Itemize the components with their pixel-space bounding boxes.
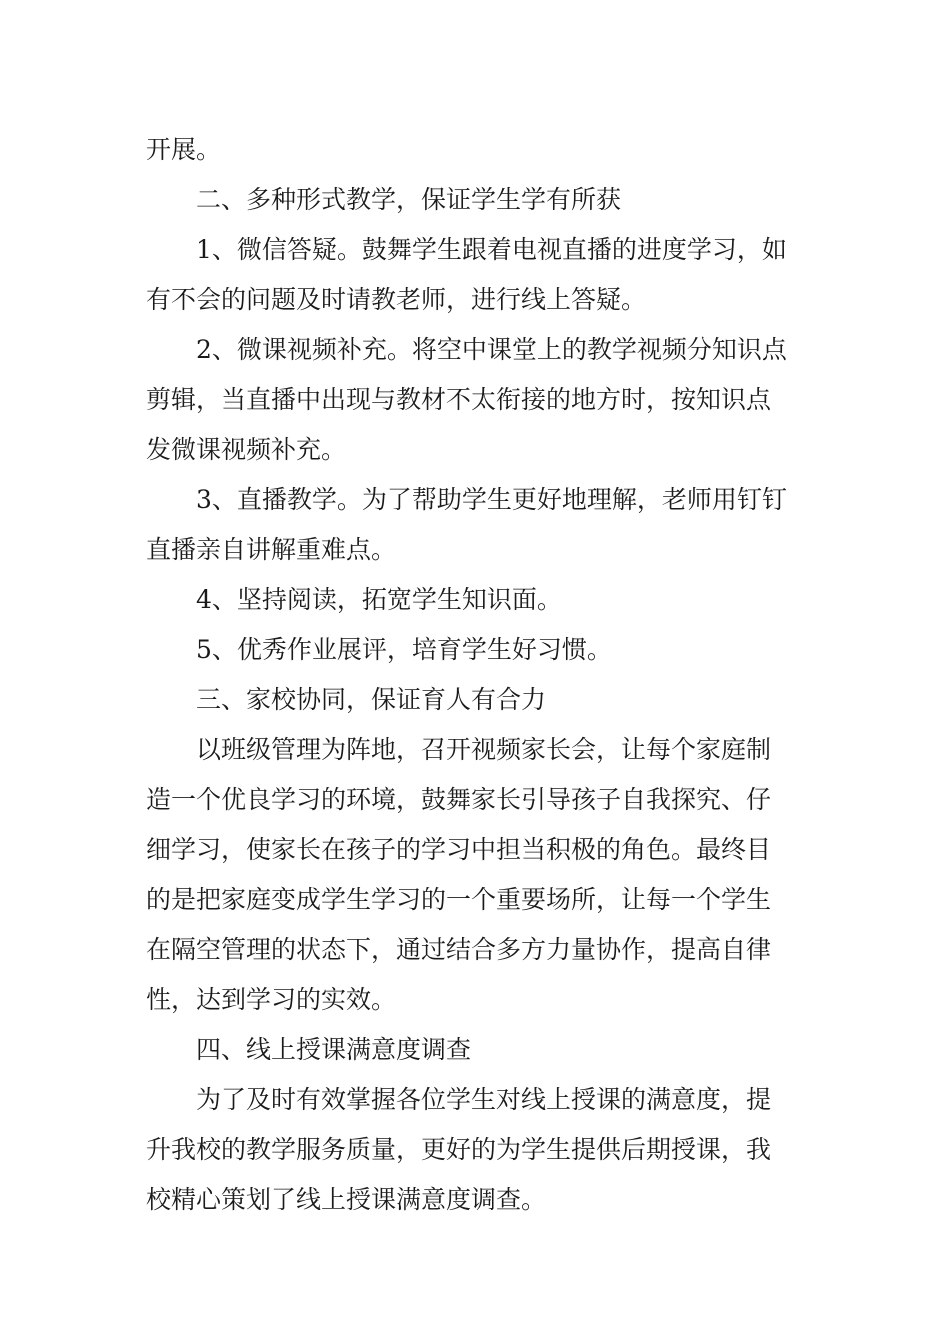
text-line: 为了及时有效掌握各位学生对线上授课的满意度，提 xyxy=(196,1085,772,1114)
text-line: 性，达到学习的实效。 xyxy=(146,985,397,1014)
text-line: 校精心策划了线上授课满意度调查。 xyxy=(146,1185,547,1214)
section-heading: 四、线上授课满意度调查 xyxy=(196,1035,472,1064)
text-line: 直播亲自讲解重难点。 xyxy=(146,535,397,564)
text-line: 5、优秀作业展评，培育学生好习惯。 xyxy=(196,635,612,664)
text-line: 开展。 xyxy=(146,135,222,164)
text-line: 2、微课视频补充。将空中课堂上的教学视频分知识点 xyxy=(196,335,787,364)
text-line: 细学习，使家长在孩子的学习中担当积极的角色。最终目 xyxy=(146,835,772,864)
text-line: 升我校的教学服务质量，更好的为学生提供后期授课，我 xyxy=(146,1135,772,1164)
text-line: 造一个优良学习的环境，鼓舞家长引导孩子自我探究、仔 xyxy=(146,785,772,814)
text-line: 的是把家庭变成学生学习的一个重要场所，让每一个学生 xyxy=(146,885,772,914)
text-line: 以班级管理为阵地，召开视频家长会，让每个家庭制 xyxy=(196,735,772,764)
text-line: 3、直播教学。为了帮助学生更好地理解，老师用钉钉 xyxy=(196,485,787,514)
text-line: 1、微信答疑。鼓舞学生跟着电视直播的进度学习，如 xyxy=(196,235,787,264)
text-line: 有不会的问题及时请教老师，进行线上答疑。 xyxy=(146,285,647,314)
text-line: 4、坚持阅读，拓宽学生知识面。 xyxy=(196,585,562,614)
text-line: 剪辑，当直播中出现与教材不太衔接的地方时，按知识点 xyxy=(146,385,772,414)
text-line: 在隔空管理的状态下，通过结合多方力量协作，提高自律 xyxy=(146,935,772,964)
section-heading: 三、家校协同，保证育人有合力 xyxy=(196,685,547,714)
text-line: 发微课视频补充。 xyxy=(146,435,347,464)
section-heading: 二、多种形式教学，保证学生学有所获 xyxy=(196,185,622,214)
